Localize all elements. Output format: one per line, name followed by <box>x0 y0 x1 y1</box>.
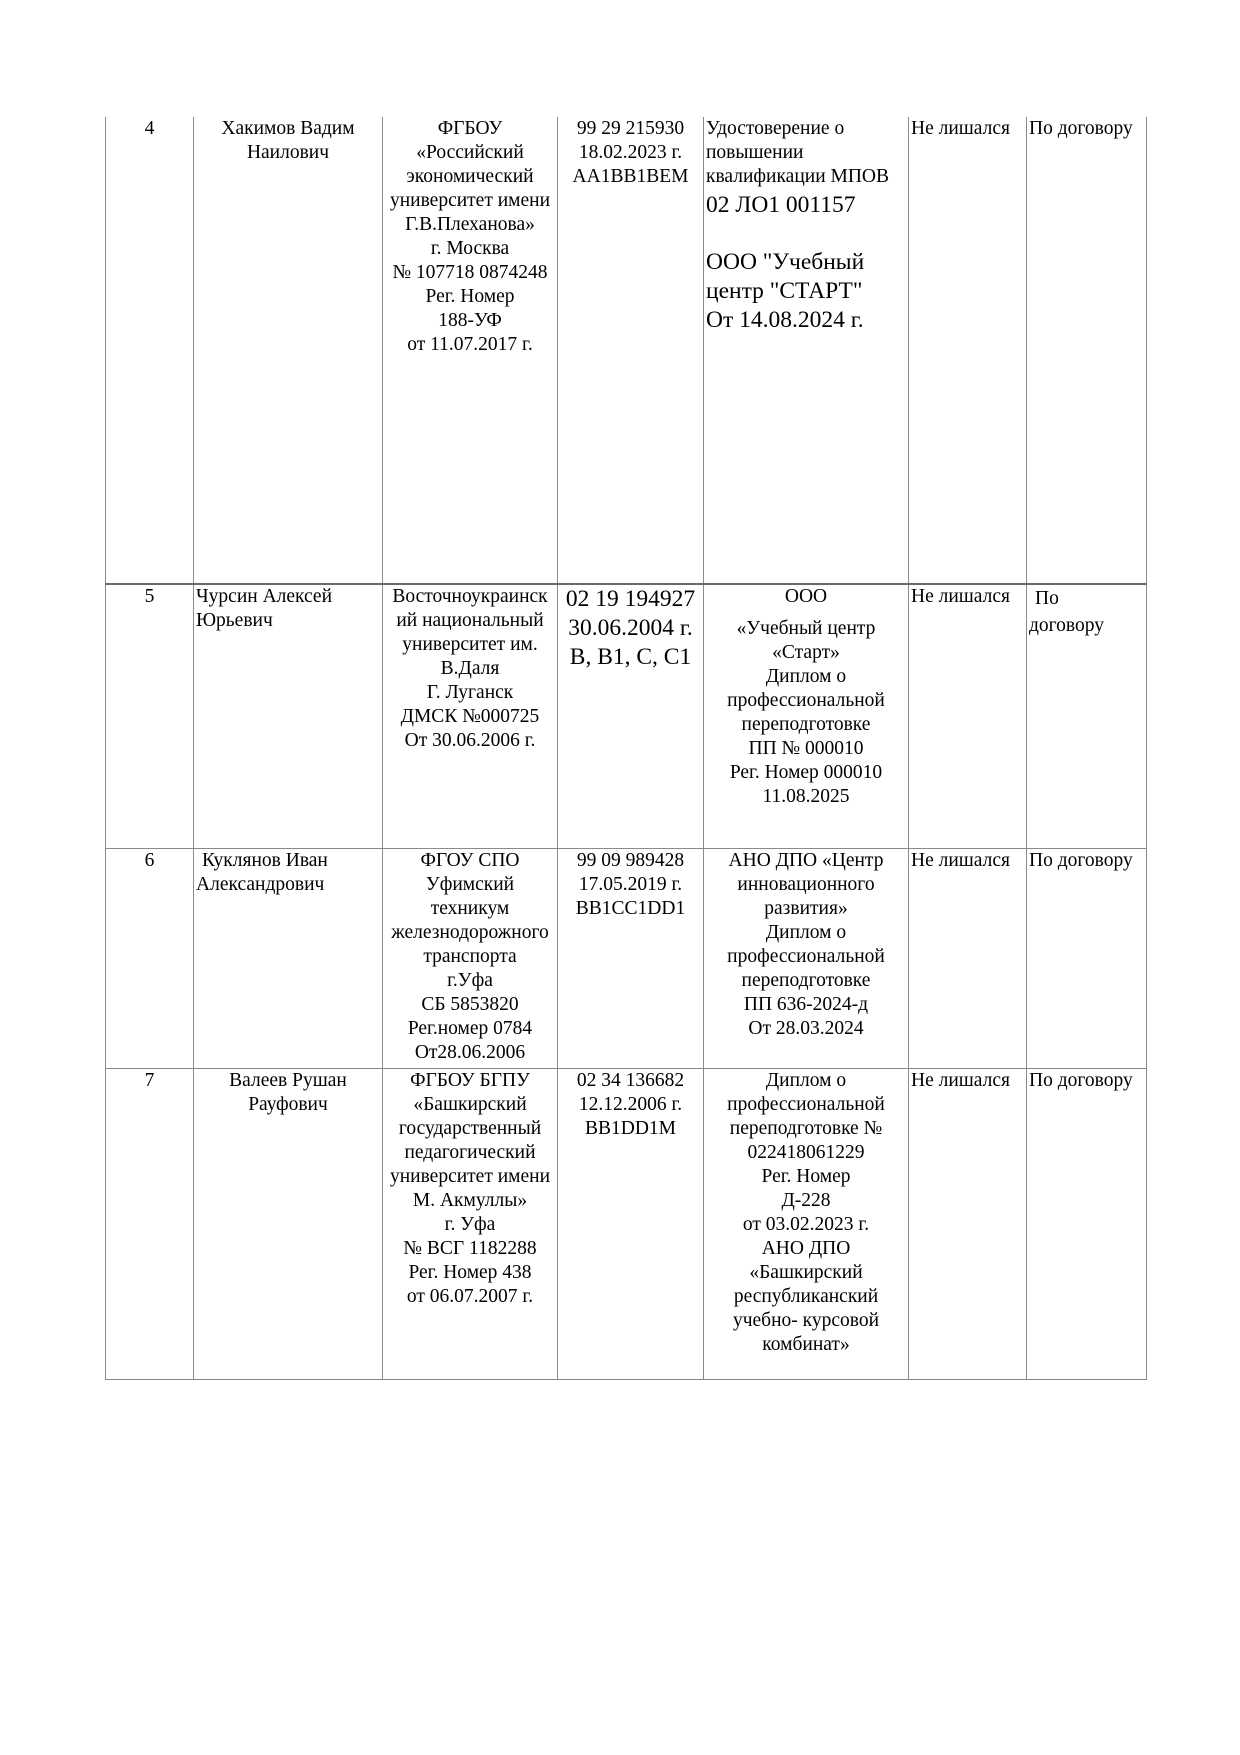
registry-table <box>105 117 1147 1380</box>
row-number: 4 <box>106 117 194 584</box>
table-row <box>106 848 1147 1068</box>
qualification: АНО ДПО «Центр инновационного развития» Диплом о профессиональной переподготовке ПП 636-2024-д От 28.03.2024 <box>704 848 909 1068</box>
employment-basis: По договору <box>1027 848 1147 1068</box>
driver-license: 02 34 136682 12.12.2006 г. ВВ1DD1M <box>558 1068 704 1379</box>
education: ФГБОУ БГПУ «Башкирский государственный педагогический университет имени М. Акмуллы» г. Уфа № ВСГ 1182288 Рег. Номер 438 от 06.07.2007 г. <box>383 1068 558 1379</box>
full-name: Валеев Рушан Рауфович <box>194 1068 383 1379</box>
full-name: Чурсин Алексей Юрьевич <box>194 584 383 848</box>
education: ФГБОУ «Российский экономический университет имени Г.В.Плеханова» г. Москва № 107718 0874248 Рег. Номер 188-УФ от 11.07.2017 г. <box>383 117 558 584</box>
qualification: ООО «Учебный центр «Старт» Диплом о профессиональной переподготовке ПП № 000010 Рег. Номер 000010 11.08.2025 <box>704 584 909 848</box>
table-row <box>106 117 1147 584</box>
education: ФГОУ СПО Уфимский техникум железнодорожного транспорта г.Уфа СБ 5853820 Рег.номер 0784 От28.06.2006 <box>383 848 558 1068</box>
row-number: 7 <box>106 1068 194 1379</box>
table-row <box>106 1068 1147 1379</box>
driver-license: 99 09 989428 17.05.2019 г. ВВ1СС1DD1 <box>558 848 704 1068</box>
driver-license: 99 29 215930 18.02.2023 г. АА1ВВ1ВЕМ <box>558 117 704 584</box>
deprivation-status: Не лишался <box>909 584 1027 848</box>
deprivation-status: Не лишался <box>909 1068 1027 1379</box>
qualification: Диплом о профессиональной переподготовке № 022418061229 Рег. Номер Д-228 от 03.02.2023 г. АНО ДПО «Башкирский республиканский учебно- курсовой комбинат» <box>704 1068 909 1379</box>
row-number: 5 <box>106 584 194 848</box>
education: Восточноукраинск ий национальный университет им. В.Даля Г. Луганск ДМСК №000725 От 30.06.2006 г. <box>383 584 558 848</box>
employment-basis: По договору <box>1027 584 1147 848</box>
row-number: 6 <box>106 848 194 1068</box>
certificate-number: 02 ЛО1 001157 <box>706 192 856 218</box>
deprivation-status: Не лишался <box>909 848 1027 1068</box>
employment-basis: По договору <box>1027 1068 1147 1379</box>
deprivation-status: Не лишался <box>909 117 1027 584</box>
full-name: Хакимов Вадим Наилович <box>194 117 383 584</box>
employment-basis: По договору <box>1027 117 1147 584</box>
full-name: Куклянов Иван Александрович <box>194 848 383 1068</box>
qualification: Удостоверение о повышении квалификации МПОВ 02 ЛО1 001157 ООО "Учебный центр "СТАРТ" От 14.08.2024 г. <box>704 117 909 584</box>
driver-license: 02 19 194927 30.06.2004 г. В, В1, С, С1 <box>558 584 704 848</box>
table-row <box>106 584 1147 848</box>
